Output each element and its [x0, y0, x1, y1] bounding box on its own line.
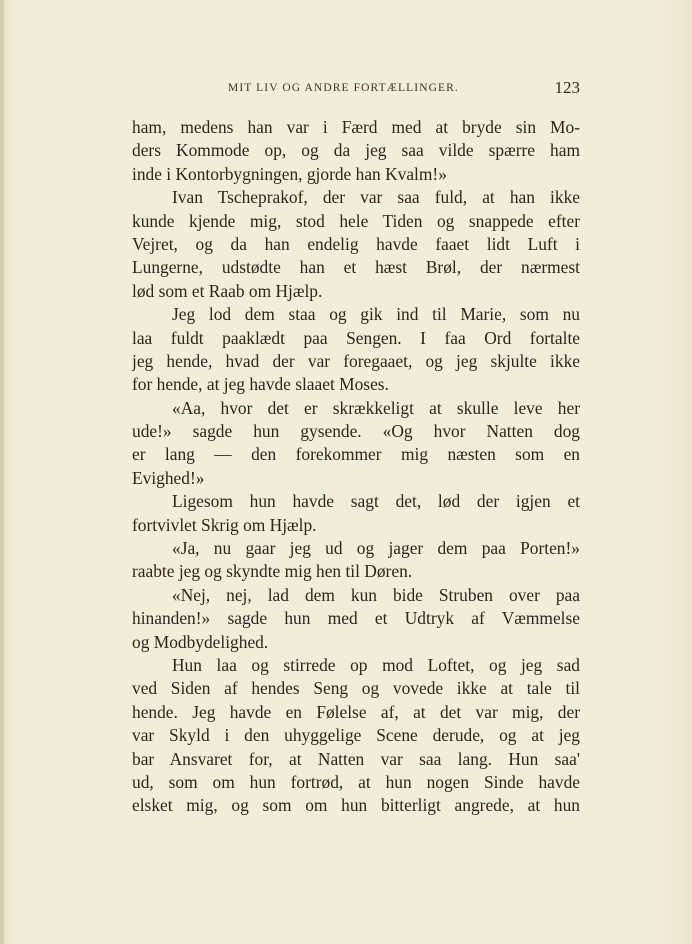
text-line: ude!» sagde hun gysende. «Og hvor Natten dog	[132, 421, 580, 442]
text-line: ved Siden af hendes Seng og vovede ikke at tale til	[132, 678, 580, 699]
text-line: Jeg lod dem staa og gik ind til Marie, som nu	[172, 304, 580, 325]
text-line: «Ja, nu gaar jeg ud og jager dem paa Porten!»	[172, 538, 580, 559]
text-line: raabte jeg og skyndte mig hen til Døren.	[132, 561, 413, 582]
text-line: «Aa, hvor det er skrækkeligt at skulle leve her	[172, 397, 580, 418]
text-line: ham, medens han var i Færd med at bryde sin Mo-	[132, 117, 580, 137]
page-number: 123	[554, 78, 580, 97]
text-line: ders Kommode op, og da jeg saa vilde spærre ham	[132, 140, 580, 161]
text-line: hinanden!» sagde hun med et Udtryk af Væmmelse	[132, 608, 580, 629]
running-title: MIT LIV OG ANDRE FORTÆLLINGER.	[228, 82, 459, 94]
text-line: Ivan Tscheprakof, der var saa fuld, at han ikke	[172, 187, 580, 208]
text-line: Evighed!»	[132, 467, 205, 488]
text-line: «Nej, nej, lad dem kun bide Struben over paa	[172, 584, 580, 605]
text-line: for hende, at jeg havde slaaet Moses.	[132, 374, 389, 395]
text-line: jeg hende, hvad der var foregaaet, og jeg skjulte ikke	[132, 350, 580, 371]
text-line: Hun laa og stirrede op mod Loftet, og jeg sad	[172, 654, 580, 675]
text-line: Vejret, og da han endelig havde faaet lidt Luft i	[132, 233, 580, 254]
text-line: var Skyld i den uhyggelige Scene derude, og at jeg	[132, 725, 580, 746]
text-line: ud, som om hun fortrød, at hun nogen Sinde havde	[132, 771, 580, 792]
text-line: lød som et Raab om Hjælp.	[132, 280, 323, 301]
page-edge	[0, 0, 4, 944]
text-line: kunde kjende mig, stod hele Tiden og snappede efter	[132, 210, 580, 231]
text-line: er lang — den forekommer mig næsten som en	[132, 444, 580, 465]
text-line: elsket mig, og som om hun bitterligt angrede, at hun	[132, 795, 580, 816]
text-line: bar Ansvaret for, at Natten var saa lang. Hun saa'	[132, 748, 580, 769]
text-line: Lungerne, udstødte han et hæst Brøl, der nærmest	[132, 257, 580, 278]
text-line: fortvivlet Skrig om Hjælp.	[132, 514, 317, 535]
text-line: laa fuldt paaklædt paa Sengen. I faa Ord fortalte	[132, 327, 580, 348]
text-line: inde i Kontorbygningen, gjorde han Kvalm!»	[132, 163, 447, 184]
text-line: og Modbydelighed.	[132, 631, 269, 652]
text-line: Ligesom hun havde sagt det, lød der igjen et	[172, 491, 580, 512]
page-header	[132, 80, 580, 100]
body-text	[132, 116, 580, 818]
text-line: hende. Jeg havde en Følelse af, at det var mig, der	[132, 701, 580, 722]
